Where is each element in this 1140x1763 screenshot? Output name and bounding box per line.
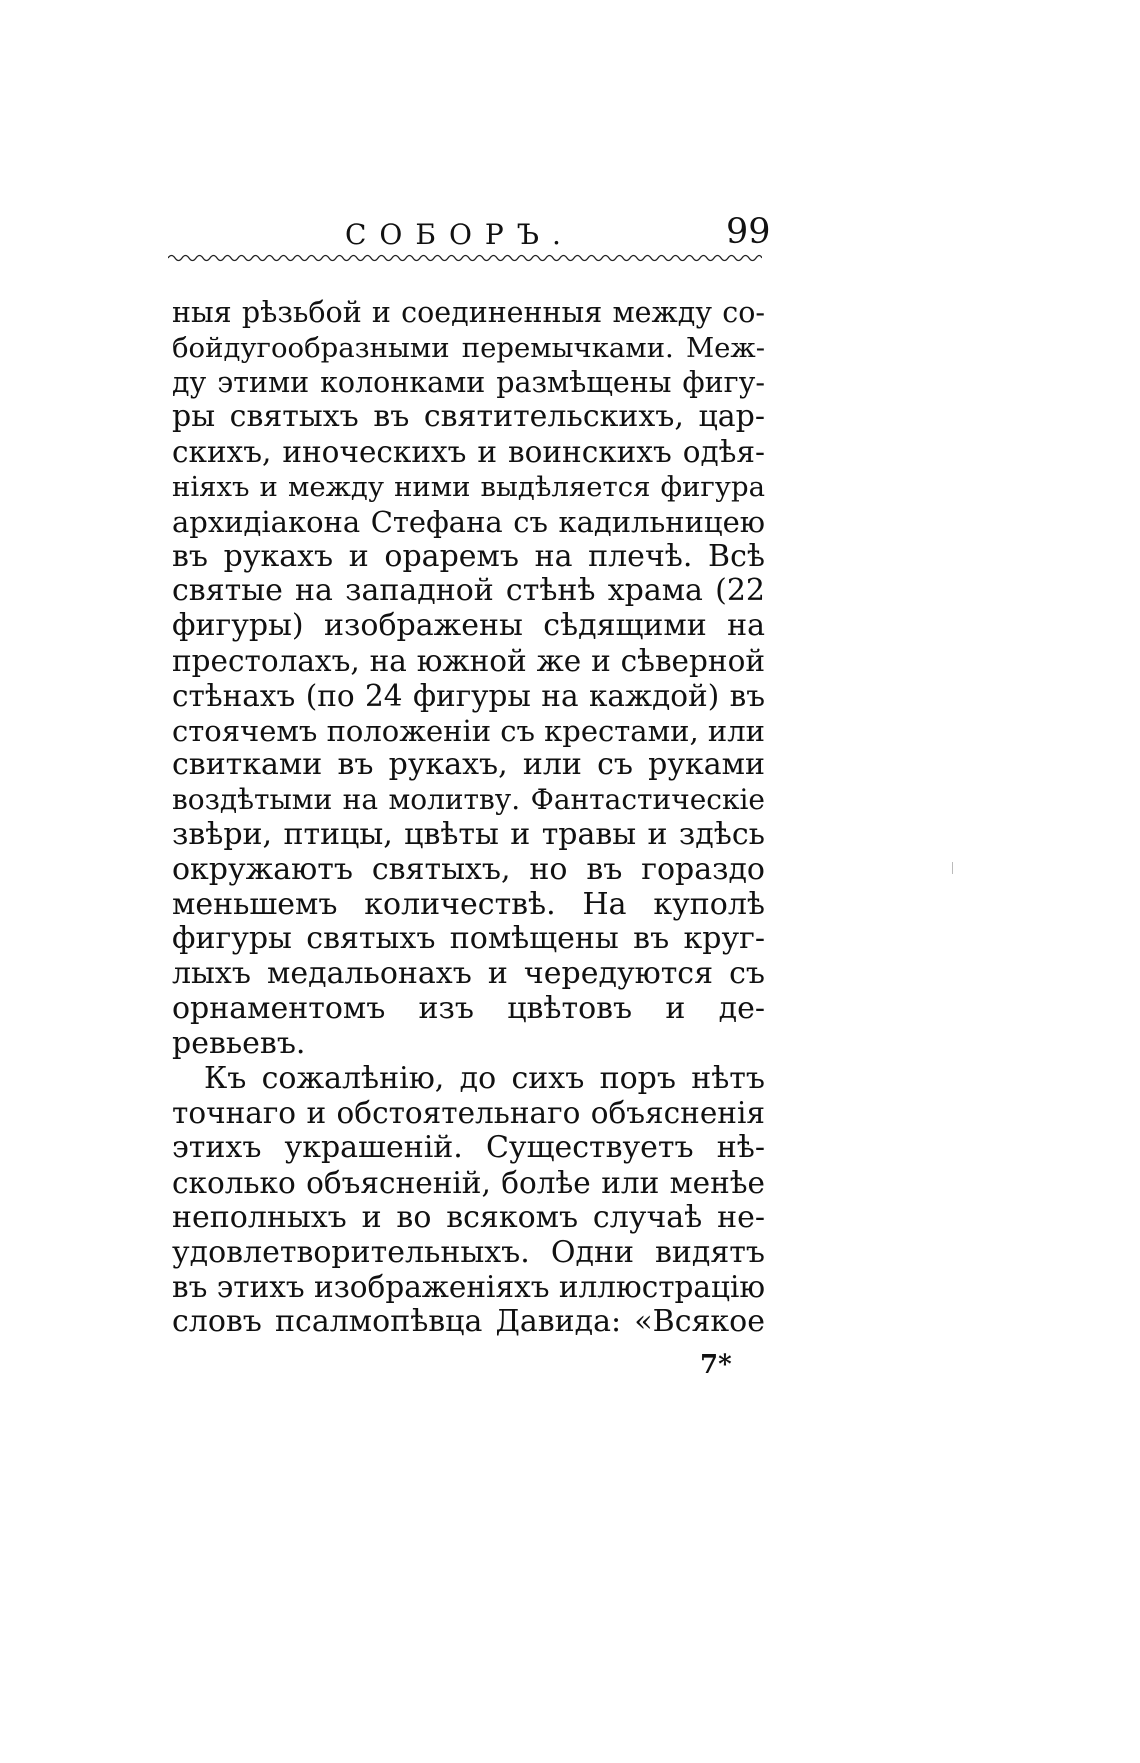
text-line-2: бойдугообразными перемычками. Меж-: [172, 331, 765, 364]
text-line-23: Къ сожалѣнію, до сихъ поръ нѣтъ: [204, 1060, 765, 1096]
text-line-13: стоячемъ положеніи съ крестами, или: [172, 713, 765, 748]
text-line-11: престолахъ, на южной же и сѣверной: [172, 643, 765, 678]
text-line-12: стѣнахъ (по 24 фигуры на каждой) въ: [172, 678, 765, 713]
text-line-21: орнаментомъ изъ цвѣтовъ и де-: [172, 990, 765, 1026]
text-line-5: скихъ, иноческихъ и воинскихъ одѣя-: [172, 435, 765, 470]
text-line-10: фигуры) изображены сѣдящими на: [172, 608, 765, 644]
text-line-30: словъ псалмопѣвца Давида: «Всякое: [172, 1304, 765, 1340]
text-line-27: неполныхъ и во всякомъ случаѣ не-: [172, 1199, 765, 1235]
margin-speck: [952, 862, 953, 874]
text-line-16: звѣри, птицы, цвѣты и травы и здѣсь: [172, 816, 765, 852]
text-line-26: сколько объясненій, болѣе или менѣе: [172, 1165, 765, 1200]
text-line-28: удовлетворительныхъ. Одни видятъ: [172, 1234, 765, 1270]
wavy-header-rule: [168, 252, 762, 264]
text-line-20: лыхъ медальонахъ и чередуются съ: [172, 956, 765, 992]
text-line-1: ныя рѣзьбой и соединенныя между со-: [172, 296, 765, 329]
text-line-7: архидіакона Стефана съ кадильницею: [172, 504, 765, 539]
running-title: СОБОРЪ.: [345, 218, 574, 251]
body-text: [172, 296, 765, 1340]
text-line-6: ніяхъ и между ними выдѣляется фигура: [172, 470, 765, 503]
text-line-17: окружаютъ святыхъ, но въ гораздо: [172, 851, 765, 887]
text-line-8: въ рукахъ и ораремъ на плечѣ. Всѣ: [172, 538, 765, 574]
text-line-18: меньшемъ количествѣ. На куполѣ: [172, 886, 765, 922]
text-line-3: ду этими колонками размѣщены фигу-: [172, 365, 765, 399]
text-line-25: этихъ украшеній. Существуетъ нѣ-: [172, 1130, 765, 1166]
text-line-29: въ этихъ изображеніяхъ иллюстрацію: [172, 1270, 766, 1305]
text-line-14: свитками въ рукахъ, или съ руками: [172, 747, 765, 783]
text-line-24: точнаго и обстоятельнаго объясненія: [172, 1096, 765, 1131]
text-line-22: ревьевъ.: [172, 1025, 306, 1061]
text-line-19: фигуры святыхъ помѣщены въ круг-: [172, 921, 765, 957]
page-number: 99: [726, 212, 771, 252]
text-line-15: воздѣтыми на молитву. Фантастическіе: [172, 783, 765, 817]
text-line-9: святые на западной стѣнѣ храма (22: [172, 573, 765, 609]
text-line-4: ры святыхъ въ святительскихъ, цар-: [172, 399, 765, 435]
signature-mark: 7*: [700, 1350, 732, 1380]
